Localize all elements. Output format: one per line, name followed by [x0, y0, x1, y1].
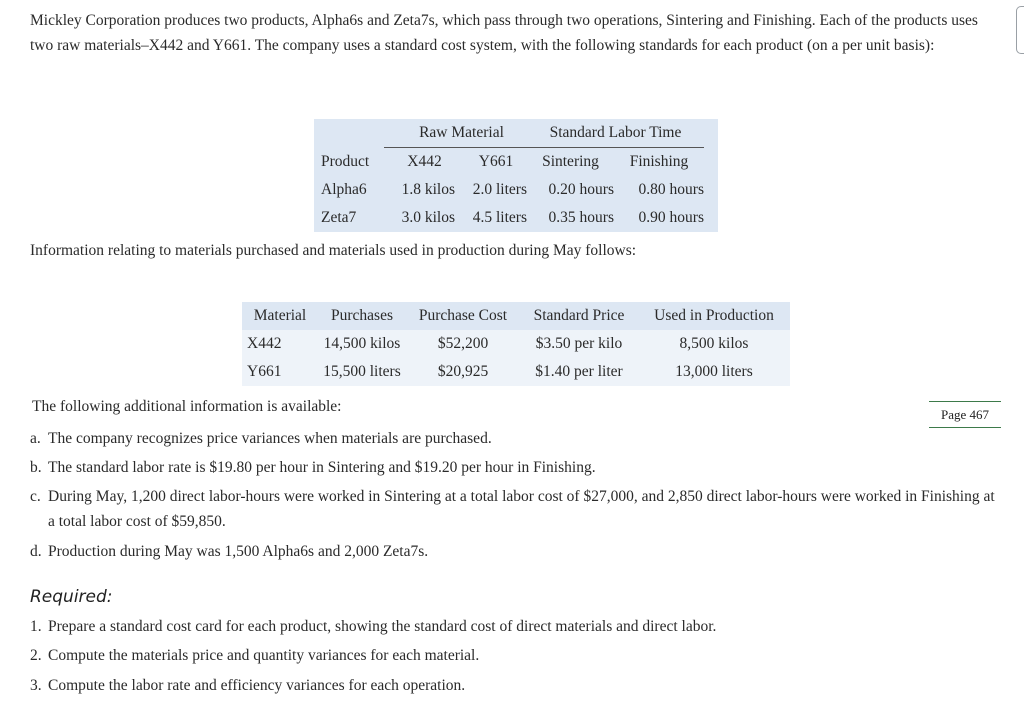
- column-header: Purchase Cost: [406, 302, 520, 330]
- column-header: Used in Production: [638, 302, 790, 330]
- table-cell: 8,500 kilos: [638, 330, 790, 358]
- column-header: Purchases: [318, 302, 406, 330]
- table-cell: 13,000 liters: [638, 358, 790, 386]
- table-cell: Zeta7: [314, 204, 384, 232]
- column-header: Y661: [455, 148, 527, 177]
- additional-info-heading: The following additional information is available:: [32, 398, 342, 415]
- table-cell: 14,500 kilos: [318, 330, 406, 358]
- column-header: Material: [242, 302, 318, 330]
- table-row: [314, 176, 718, 204]
- table-cell: 0.90 hours: [614, 204, 704, 232]
- requirement-item: [30, 614, 1005, 639]
- materials-header-row: [242, 302, 790, 330]
- list-item-label: c.: [30, 488, 41, 505]
- table-cell: $20,925: [406, 358, 520, 386]
- requirement-label: 3.: [30, 677, 42, 694]
- table-cell: $52,200: [406, 330, 520, 358]
- materials-info-text: Information relating to materials purchased and materials used in production during May follows:: [30, 242, 637, 259]
- table-cell: 2.0 liters: [455, 176, 527, 204]
- table-row: [242, 330, 790, 358]
- table-cell: 0.20 hours: [527, 176, 614, 204]
- table-cell: $1.40 per liter: [520, 358, 638, 386]
- list-item: [30, 455, 1005, 480]
- table-row: [242, 358, 790, 386]
- column-header: Product: [314, 148, 384, 177]
- list-item-text: Production during May was 1,500 Alpha6s and 2,000 Zeta7s.: [48, 543, 429, 560]
- requirement-label: 2.: [30, 647, 42, 664]
- list-item-text: The standard labor rate is $19.80 per hour in Sintering and $19.20 per hour in Finishing.: [48, 459, 596, 476]
- labor-time-header: Standard Labor Time: [527, 119, 704, 148]
- list-item-text: During May, 1,200 direct labor-hours were worked in Sintering at a total labor cost of $27,000, and 2,850 direct labor-hours were worked in Finishing at a total labor cost of $59,850.: [48, 488, 995, 530]
- list-item: [30, 426, 1005, 451]
- table-cell: Alpha6: [314, 176, 384, 204]
- requirement-text: Compute the materials price and quantity variances for each material.: [48, 647, 480, 664]
- intro-paragraph: Mickley Corporation produces two products, Alpha6s and Zeta7s, which pass through two operations, Sintering and Finishing. Each of the products uses two raw materials–X442 and Y661. The company uses a standard cost system, with the following standards for each product (on a per unit basis):: [30, 12, 978, 54]
- standards-group-header-row: [314, 119, 718, 148]
- table-cell: X442: [242, 330, 318, 358]
- table-cell: 1.8 kilos: [384, 176, 455, 204]
- table-cell: 3.0 kilos: [384, 204, 455, 232]
- scroll-edge-bracket: [1016, 6, 1024, 54]
- required-heading: Required:: [30, 587, 113, 607]
- table-cell: Y661: [242, 358, 318, 386]
- list-item-text: The company recognizes price variances when materials are purchased.: [48, 430, 492, 447]
- table-cell: 0.80 hours: [614, 176, 704, 204]
- table-cell: 4.5 liters: [455, 204, 527, 232]
- requirement-label: 1.: [30, 618, 42, 635]
- list-item-label: b.: [30, 459, 42, 476]
- standards-table: [314, 119, 718, 232]
- list-item: [30, 484, 1005, 534]
- list-item-label: d.: [30, 543, 42, 560]
- table-cell: 0.35 hours: [527, 204, 614, 232]
- table-cell: $3.50 per kilo: [520, 330, 638, 358]
- column-header: Finishing: [614, 148, 704, 177]
- materials-table: [242, 302, 790, 386]
- table-cell: 15,500 liters: [318, 358, 406, 386]
- raw-material-header: Raw Material: [384, 119, 527, 148]
- requirement-item: [30, 643, 1005, 668]
- page-number-badge: Page 467: [929, 401, 1001, 428]
- column-header: Sintering: [527, 148, 614, 177]
- standards-column-header-row: [314, 148, 718, 177]
- requirement-text: Compute the labor rate and efficiency variances for each operation.: [48, 677, 466, 694]
- column-header: Standard Price: [520, 302, 638, 330]
- requirement-item: [30, 673, 1005, 698]
- list-item-label: a.: [30, 430, 41, 447]
- column-header: X442: [384, 148, 455, 177]
- list-item: [30, 539, 1005, 564]
- table-row: [314, 204, 718, 232]
- requirement-text: Prepare a standard cost card for each product, showing the standard cost of direct materials and direct labor.: [48, 618, 717, 635]
